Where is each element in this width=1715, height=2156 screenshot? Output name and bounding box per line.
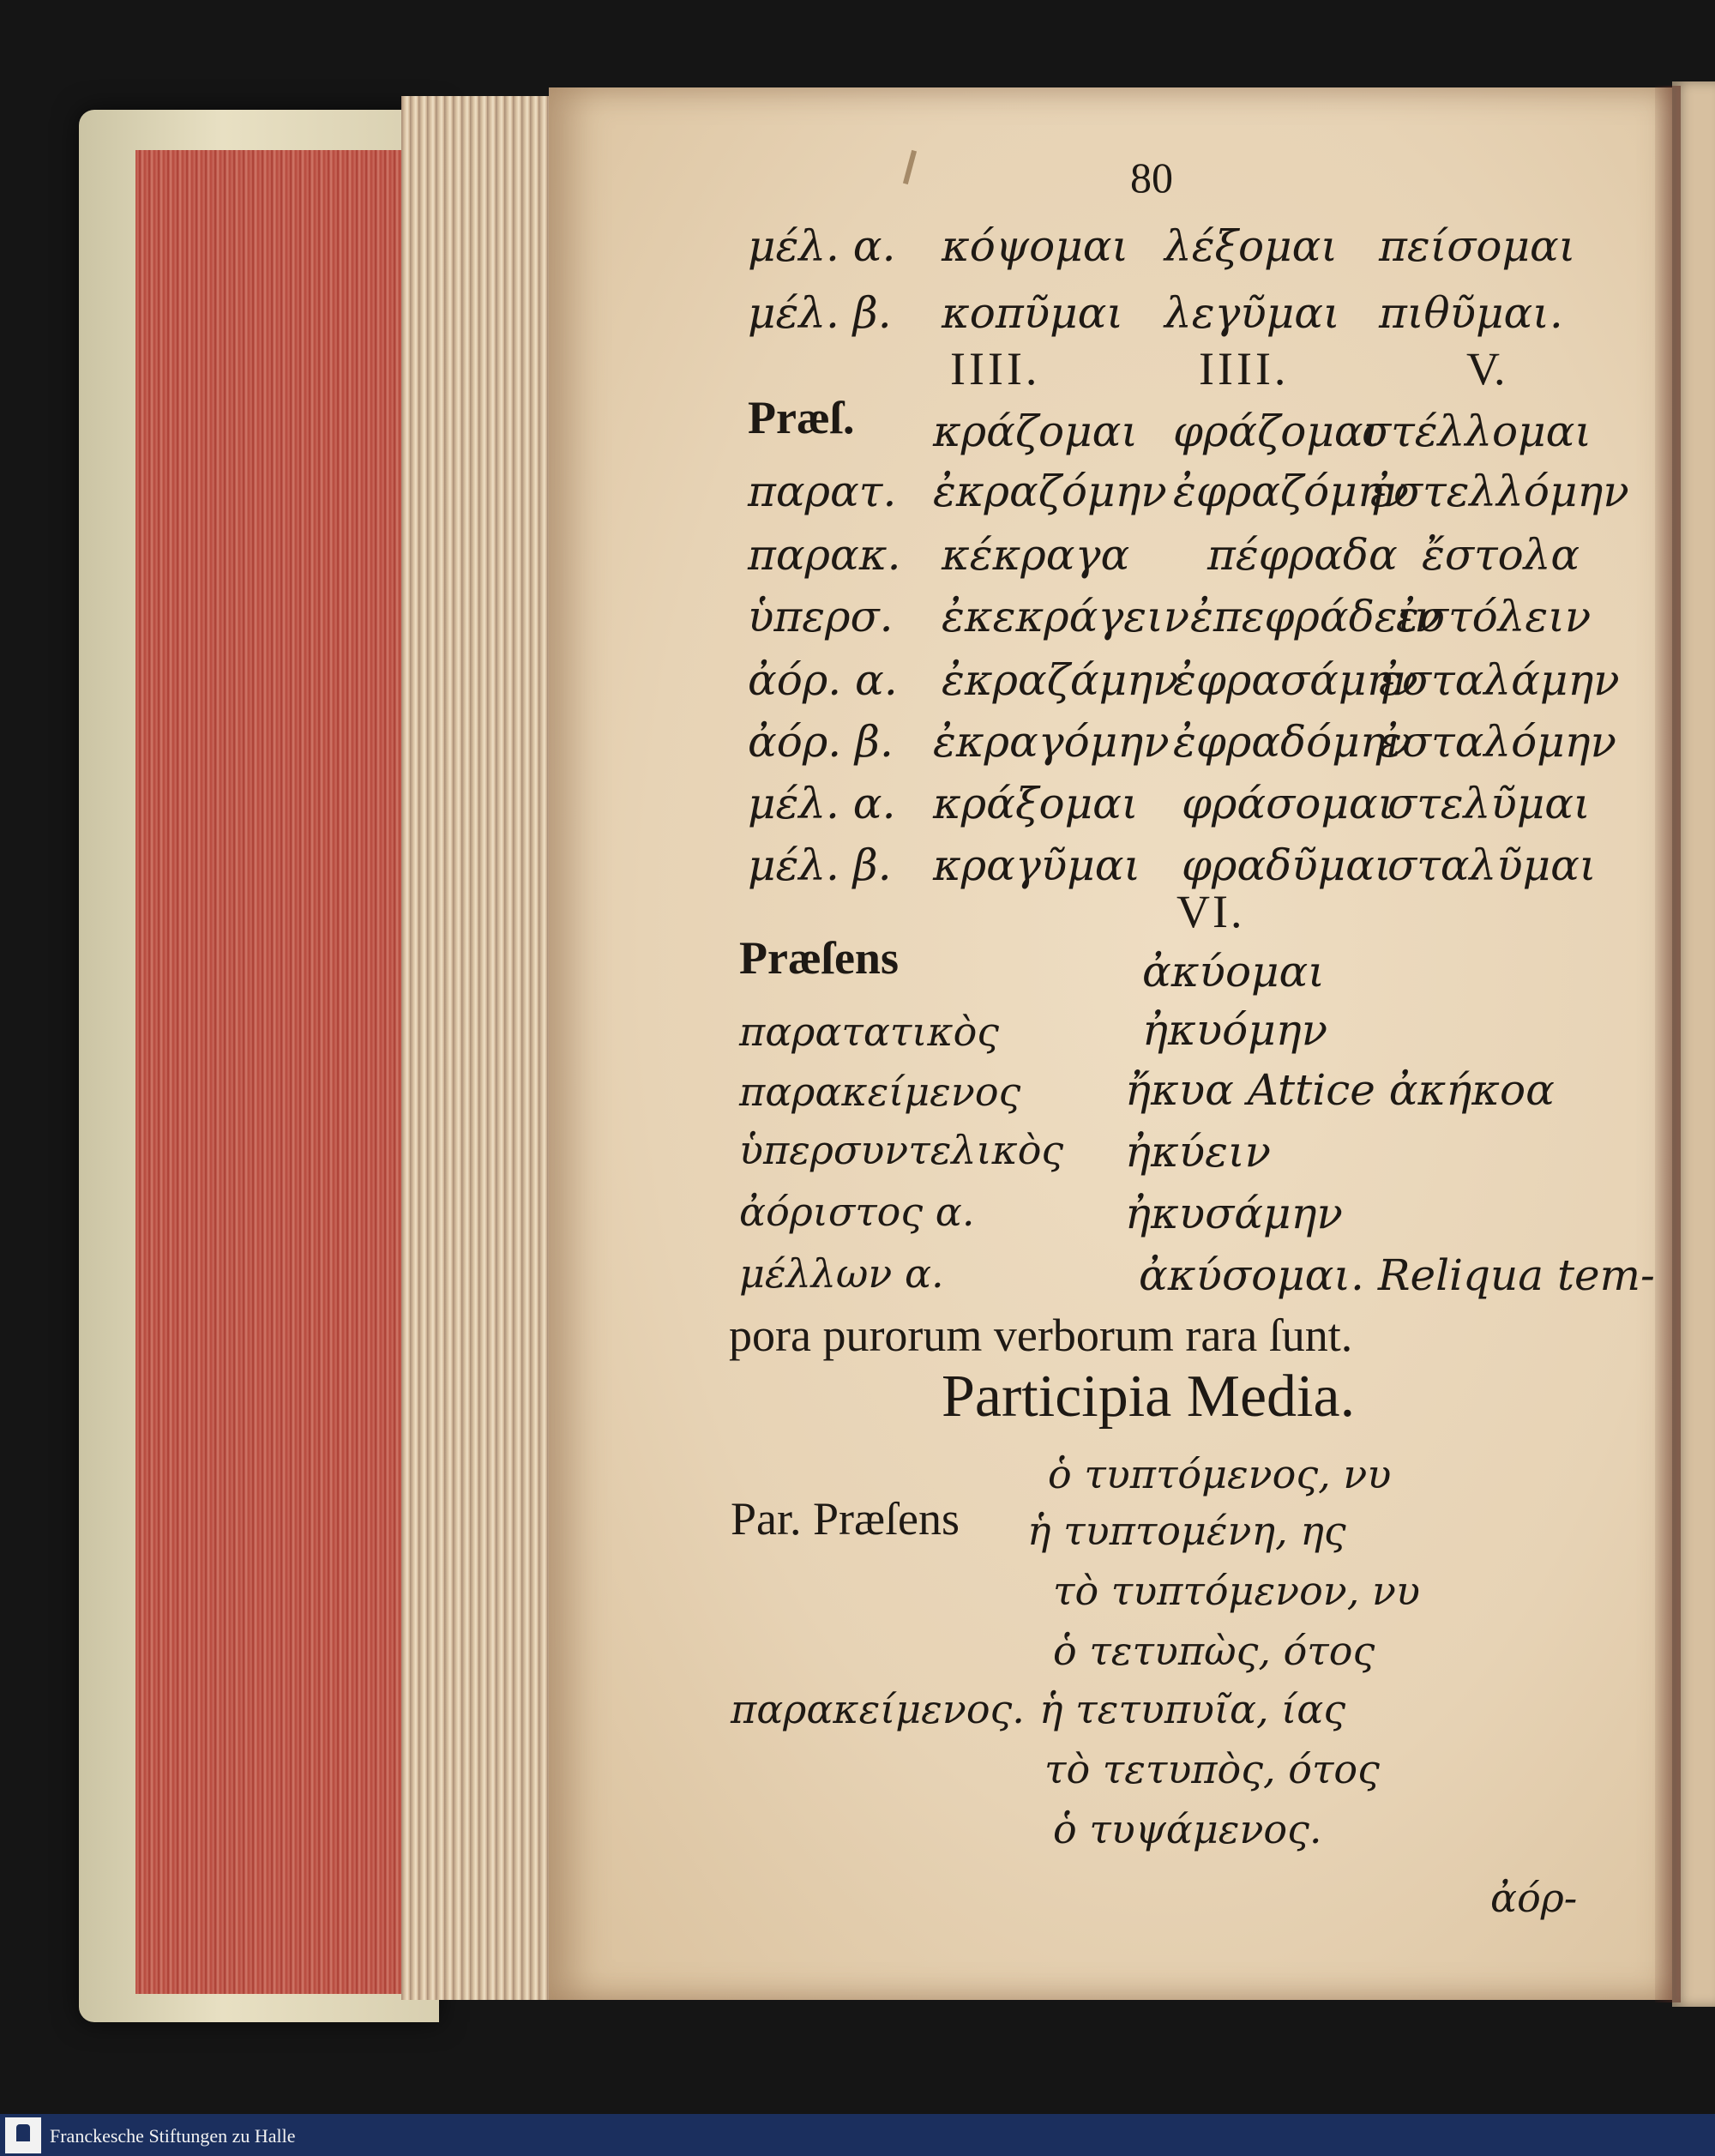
participle-form: ὁ τυψάμενος. bbox=[1053, 1806, 1322, 1852]
verb-form: ἐφραδόμην bbox=[1173, 717, 1412, 767]
verb-form: κράξομαι bbox=[933, 779, 1139, 828]
verb-form: ἐκεκράγειν bbox=[942, 592, 1190, 641]
page-gutter bbox=[1655, 86, 1681, 2002]
verb-form: κέκραγα bbox=[942, 530, 1130, 580]
verb-form: ἠκυόμην bbox=[1142, 1005, 1328, 1055]
verb-form: ἤκυα Attice ἀκήκοα bbox=[1125, 1065, 1555, 1115]
tense-label: ἀόριστος α. bbox=[739, 1189, 975, 1235]
footer-bar bbox=[0, 2114, 1715, 2156]
verb-form: ἐκραζόμην bbox=[933, 467, 1167, 516]
verb-form: ἠκύειν bbox=[1125, 1127, 1271, 1177]
tense-label: Præſens bbox=[739, 932, 899, 984]
verb-form: ἀκύσομαι. Reliqua tem- bbox=[1139, 1250, 1655, 1300]
footer-credit: Franckesche Stiftungen zu Halle bbox=[50, 2125, 296, 2147]
participle-form: ἡ τετυπυῖα, ίας bbox=[1039, 1686, 1346, 1732]
tense-label: Par. Præſens bbox=[731, 1493, 960, 1545]
verb-form: κοπῦμαι bbox=[942, 288, 1124, 338]
verb-form: ἐκραζάμην bbox=[942, 655, 1179, 705]
verb-form: ἔστολα bbox=[1422, 530, 1580, 580]
row-label: Præſ. bbox=[748, 392, 855, 443]
verb-form: ἐπεφράδειν bbox=[1190, 592, 1441, 641]
red-page-edge bbox=[135, 150, 401, 1994]
row-label: παρακ. bbox=[748, 530, 901, 580]
row-label: παρατ. bbox=[748, 467, 897, 516]
continuation-text: pora purorum verborum rara ſunt. bbox=[729, 1310, 1353, 1361]
row-label: ὑπερσ. bbox=[748, 592, 894, 641]
conjugation-numeral: IIII. bbox=[1199, 343, 1290, 394]
verb-form: κόψομαι bbox=[942, 221, 1129, 271]
tense-label: παρακείμενος. bbox=[731, 1686, 1025, 1732]
verb-form: λεγῦμαι bbox=[1164, 288, 1340, 338]
verb-form: ἐφραζόμην bbox=[1173, 467, 1410, 516]
participle-form: ὁ τυπτόμενος, νυ bbox=[1048, 1451, 1392, 1497]
verb-form: κράζομαι bbox=[933, 407, 1139, 456]
row-label: ἀόρ. α. bbox=[748, 655, 898, 705]
verb-form: στέλλομαι bbox=[1362, 407, 1592, 456]
verb-form: ἀκύομαι bbox=[1142, 947, 1325, 997]
row-label: μέλ. α. bbox=[748, 221, 896, 271]
section-title: Participia Media. bbox=[942, 1364, 1356, 1430]
verb-form: πείσομαι bbox=[1379, 221, 1576, 271]
verb-form: φραδῦμαι bbox=[1182, 840, 1392, 890]
conjugation-numeral: VI. bbox=[1176, 886, 1245, 937]
catchword: ἀόρ- bbox=[1490, 1875, 1578, 1921]
verb-form: στελῦμαι bbox=[1387, 779, 1591, 828]
verb-form: ἐστελλόμην bbox=[1370, 467, 1629, 516]
verb-form: ἠκυσάμην bbox=[1125, 1189, 1343, 1238]
tense-label: μέλλων α. bbox=[739, 1250, 944, 1297]
verb-form: ἐσταλάμην bbox=[1379, 655, 1620, 705]
row-label: μέλ. β. bbox=[748, 288, 892, 338]
conjugation-numeral: IIII. bbox=[950, 343, 1041, 394]
page-number: 80 bbox=[1130, 154, 1173, 202]
participle-form: τὸ τυπτόμενον, νυ bbox=[1053, 1568, 1420, 1614]
verb-form: πιθῦμαι. bbox=[1379, 288, 1563, 338]
institution-logo bbox=[5, 2117, 41, 2153]
verb-form: λέξομαι bbox=[1164, 221, 1339, 271]
verb-form: φράζομαι bbox=[1173, 407, 1381, 456]
row-label: ἀόρ. β. bbox=[748, 717, 894, 767]
tense-label: παρατατικὸς bbox=[739, 1009, 1000, 1055]
verb-form: κραγῦμαι bbox=[933, 840, 1141, 890]
participle-form: ὁ τετυπὼς, ότος bbox=[1053, 1628, 1375, 1674]
participle-form: τὸ τετυπὸς, ότος bbox=[1044, 1746, 1380, 1792]
verb-form: ἐκραγόμην bbox=[933, 717, 1170, 767]
verb-form: ἐσταλόμην bbox=[1379, 717, 1617, 767]
verb-form: ἐστόλειν bbox=[1396, 592, 1592, 641]
verb-form: ἐφρασάμην bbox=[1173, 655, 1418, 705]
tense-label: ὑπερσυντελικὸς bbox=[739, 1127, 1064, 1173]
row-label: μέλ. β. bbox=[748, 840, 892, 890]
verb-form: πέφραδα bbox=[1207, 530, 1398, 580]
verb-form: σταλῦμαι bbox=[1387, 840, 1597, 890]
participle-form: ἡ τυπτομένη, ης bbox=[1027, 1508, 1346, 1554]
building-icon bbox=[16, 2124, 30, 2141]
tense-label: παρακείμενος bbox=[739, 1069, 1021, 1115]
verb-form: φράσομαι bbox=[1182, 779, 1395, 828]
row-label: μέλ. α. bbox=[748, 779, 896, 828]
page-leaves bbox=[401, 96, 564, 2000]
conjugation-numeral: V. bbox=[1466, 343, 1506, 394]
